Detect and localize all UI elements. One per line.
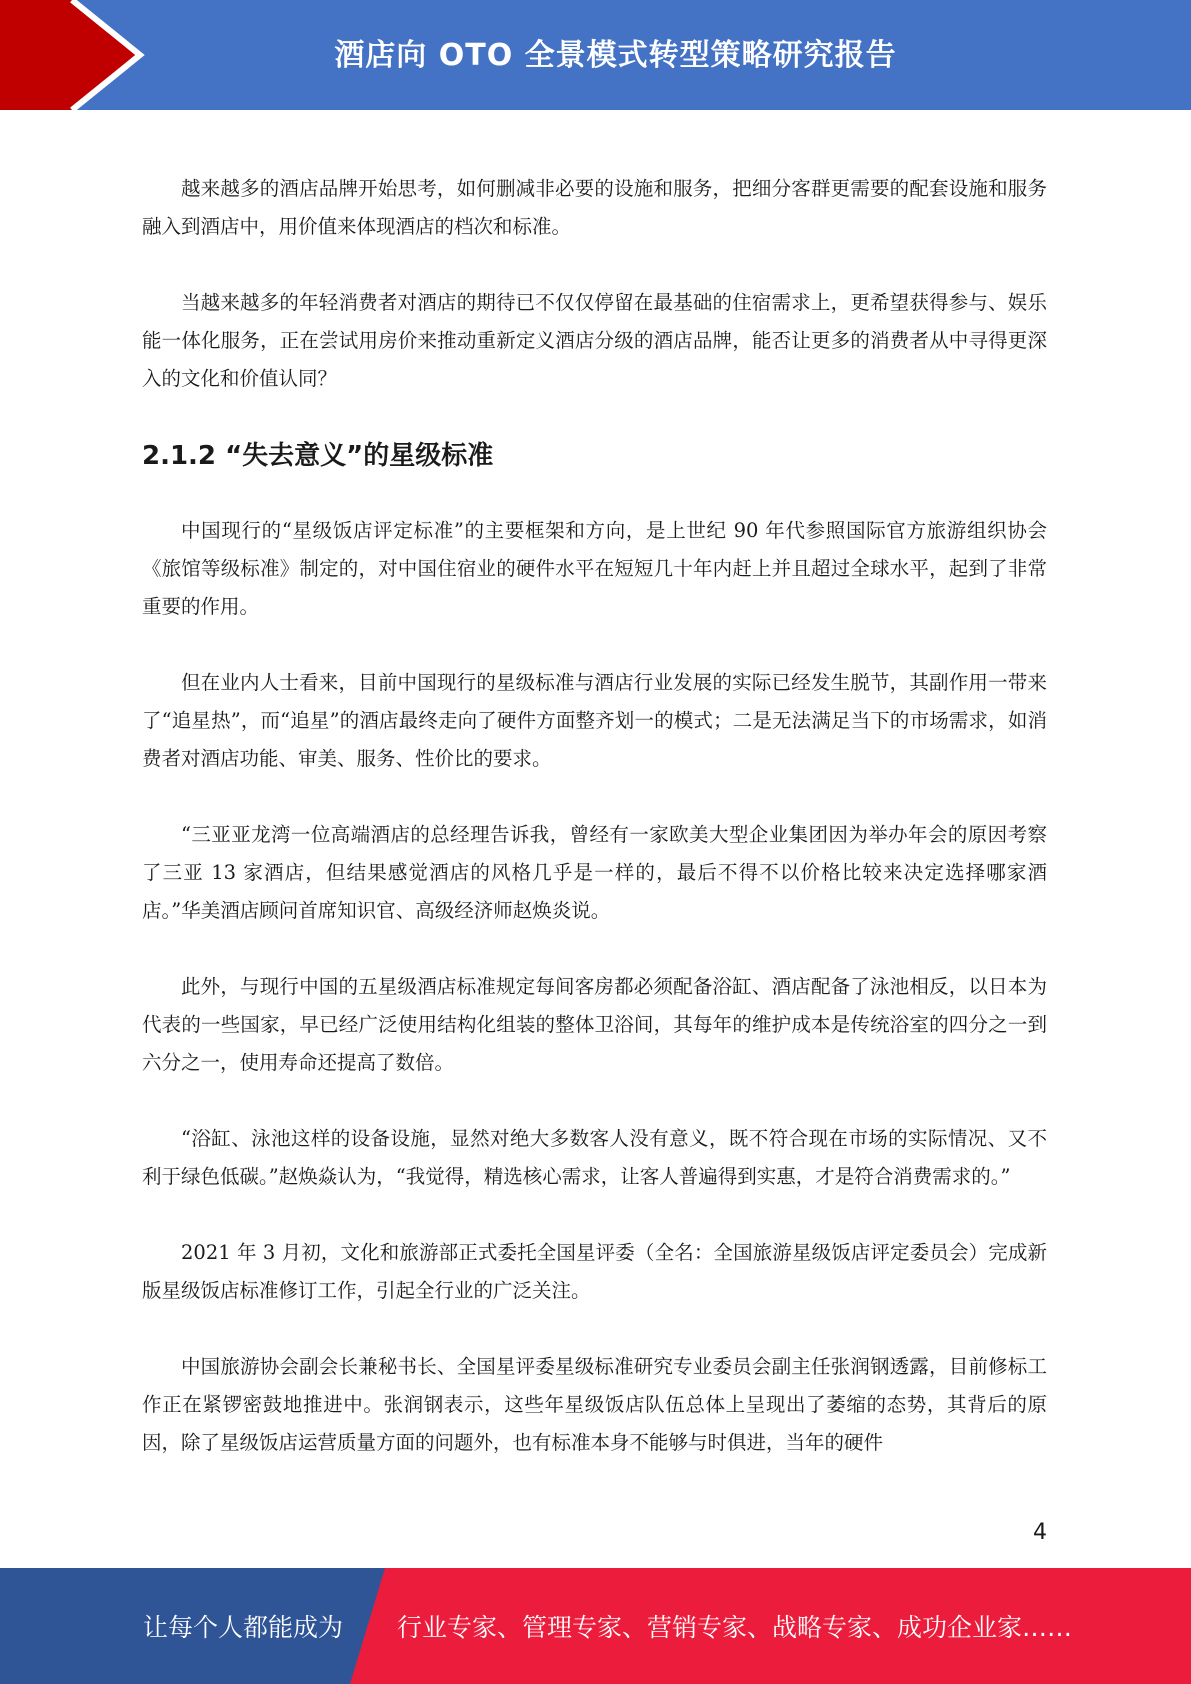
paragraph: 但在业内人士看来，目前中国现行的星级标准与酒店行业发展的实际已经发生脱节，其副作用一带来了“追星热”，而“追星”的酒店最终走向了硬件方面整齐划一的模式；二是无法满足当下的市场需求，如消费者对酒店功能、审美、服务、性价比的要求。 xyxy=(142,671,1047,770)
paragraph: 越来越多的酒店品牌开始思考，如何删减非必要的设施和服务，把细分客群更需要的配套设施和服务融入到酒店中，用价值来体现酒店的档次和标准。 xyxy=(142,177,1047,238)
paragraph: 中国现行的“星级饭店评定标准”的主要框架和方向，是上世纪 90 年代参照国际官方旅游组织协会《旅馆等级标准》制定的，对中国住宿业的硬件水平在短短几十年内赶上并且超过全球水平，起到了非常重要的作用。 xyxy=(142,519,1047,618)
paragraph: “浴缸、泳池这样的设备设施，显然对绝大多数客人没有意义，既不符合现在市场的实际情况、又不利于绿色低碳。”赵焕焱认为，“我觉得，精选核心需求，让客人普遍得到实惠，才是符合消费需求的。” xyxy=(142,1127,1047,1188)
document-body xyxy=(142,170,1047,1500)
paragraph: 当越来越多的年轻消费者对酒店的期待已不仅仅停留在最基础的住宿需求上，更希望获得参与、娱乐能一体化服务，正在尝试用房价来推动重新定义酒店分级的酒店品牌，能否让更多的消费者从中寻得更深入的文化和价值认同？ xyxy=(142,291,1047,390)
report-title: 酒店向 OTO 全景模式转型策略研究报告 xyxy=(334,38,897,73)
footer-slogan-right: 行业专家、管理专家、营销专家、战略专家、成功企业家…… xyxy=(397,1613,1073,1642)
page-number: 4 xyxy=(1033,1520,1047,1545)
page-header xyxy=(0,0,1191,110)
paragraph: 中国旅游协会副会长兼秘书长、全国星评委星级标准研究专业委员会副主任张润钢透露，目前修标工作正在紧锣密鼓地推进中。张润钢表示，这些年星级饭店队伍总体上呈现出了萎缩的态势，其背后的原因，除了星级饭店运营质量方面的问题外，也有标准本身不能够与时俱进，当年的硬件 xyxy=(142,1355,1047,1454)
paragraph: 2021 年 3 月初，文化和旅游部正式委托全国星评委（全名：全国旅游星级饭店评定委员会）完成新版星级饭店标准修订工作，引起全行业的广泛关注。 xyxy=(142,1241,1047,1302)
footer-slogan-left: 让每个人都能成为 xyxy=(143,1613,344,1642)
paragraph: “三亚亚龙湾一位高端酒店的总经理告诉我，曾经有一家欧美大型企业集团因为举办年会的原因考察了三亚 13 家酒店，但结果感觉酒店的风格几乎是一样的，最后不得不以价格比较来决定选择哪家酒店。”华美酒店顾问首席知识官、高级经济师赵焕炎说。 xyxy=(142,823,1047,922)
page-footer xyxy=(0,1568,1191,1684)
section-heading: 2.1.2 “失去意义”的星级标准 xyxy=(142,441,494,471)
paragraph: 此外，与现行中国的五星级酒店标准规定每间客房都必须配备浴缸、酒店配备了泳池相反，以日本为代表的一些国家，早已经广泛使用结构化组装的整体卫浴间，其每年的维护成本是传统浴室的四分之一到六分之一，使用寿命还提高了数倍。 xyxy=(142,975,1047,1074)
header-arrow-decoration xyxy=(0,0,160,110)
